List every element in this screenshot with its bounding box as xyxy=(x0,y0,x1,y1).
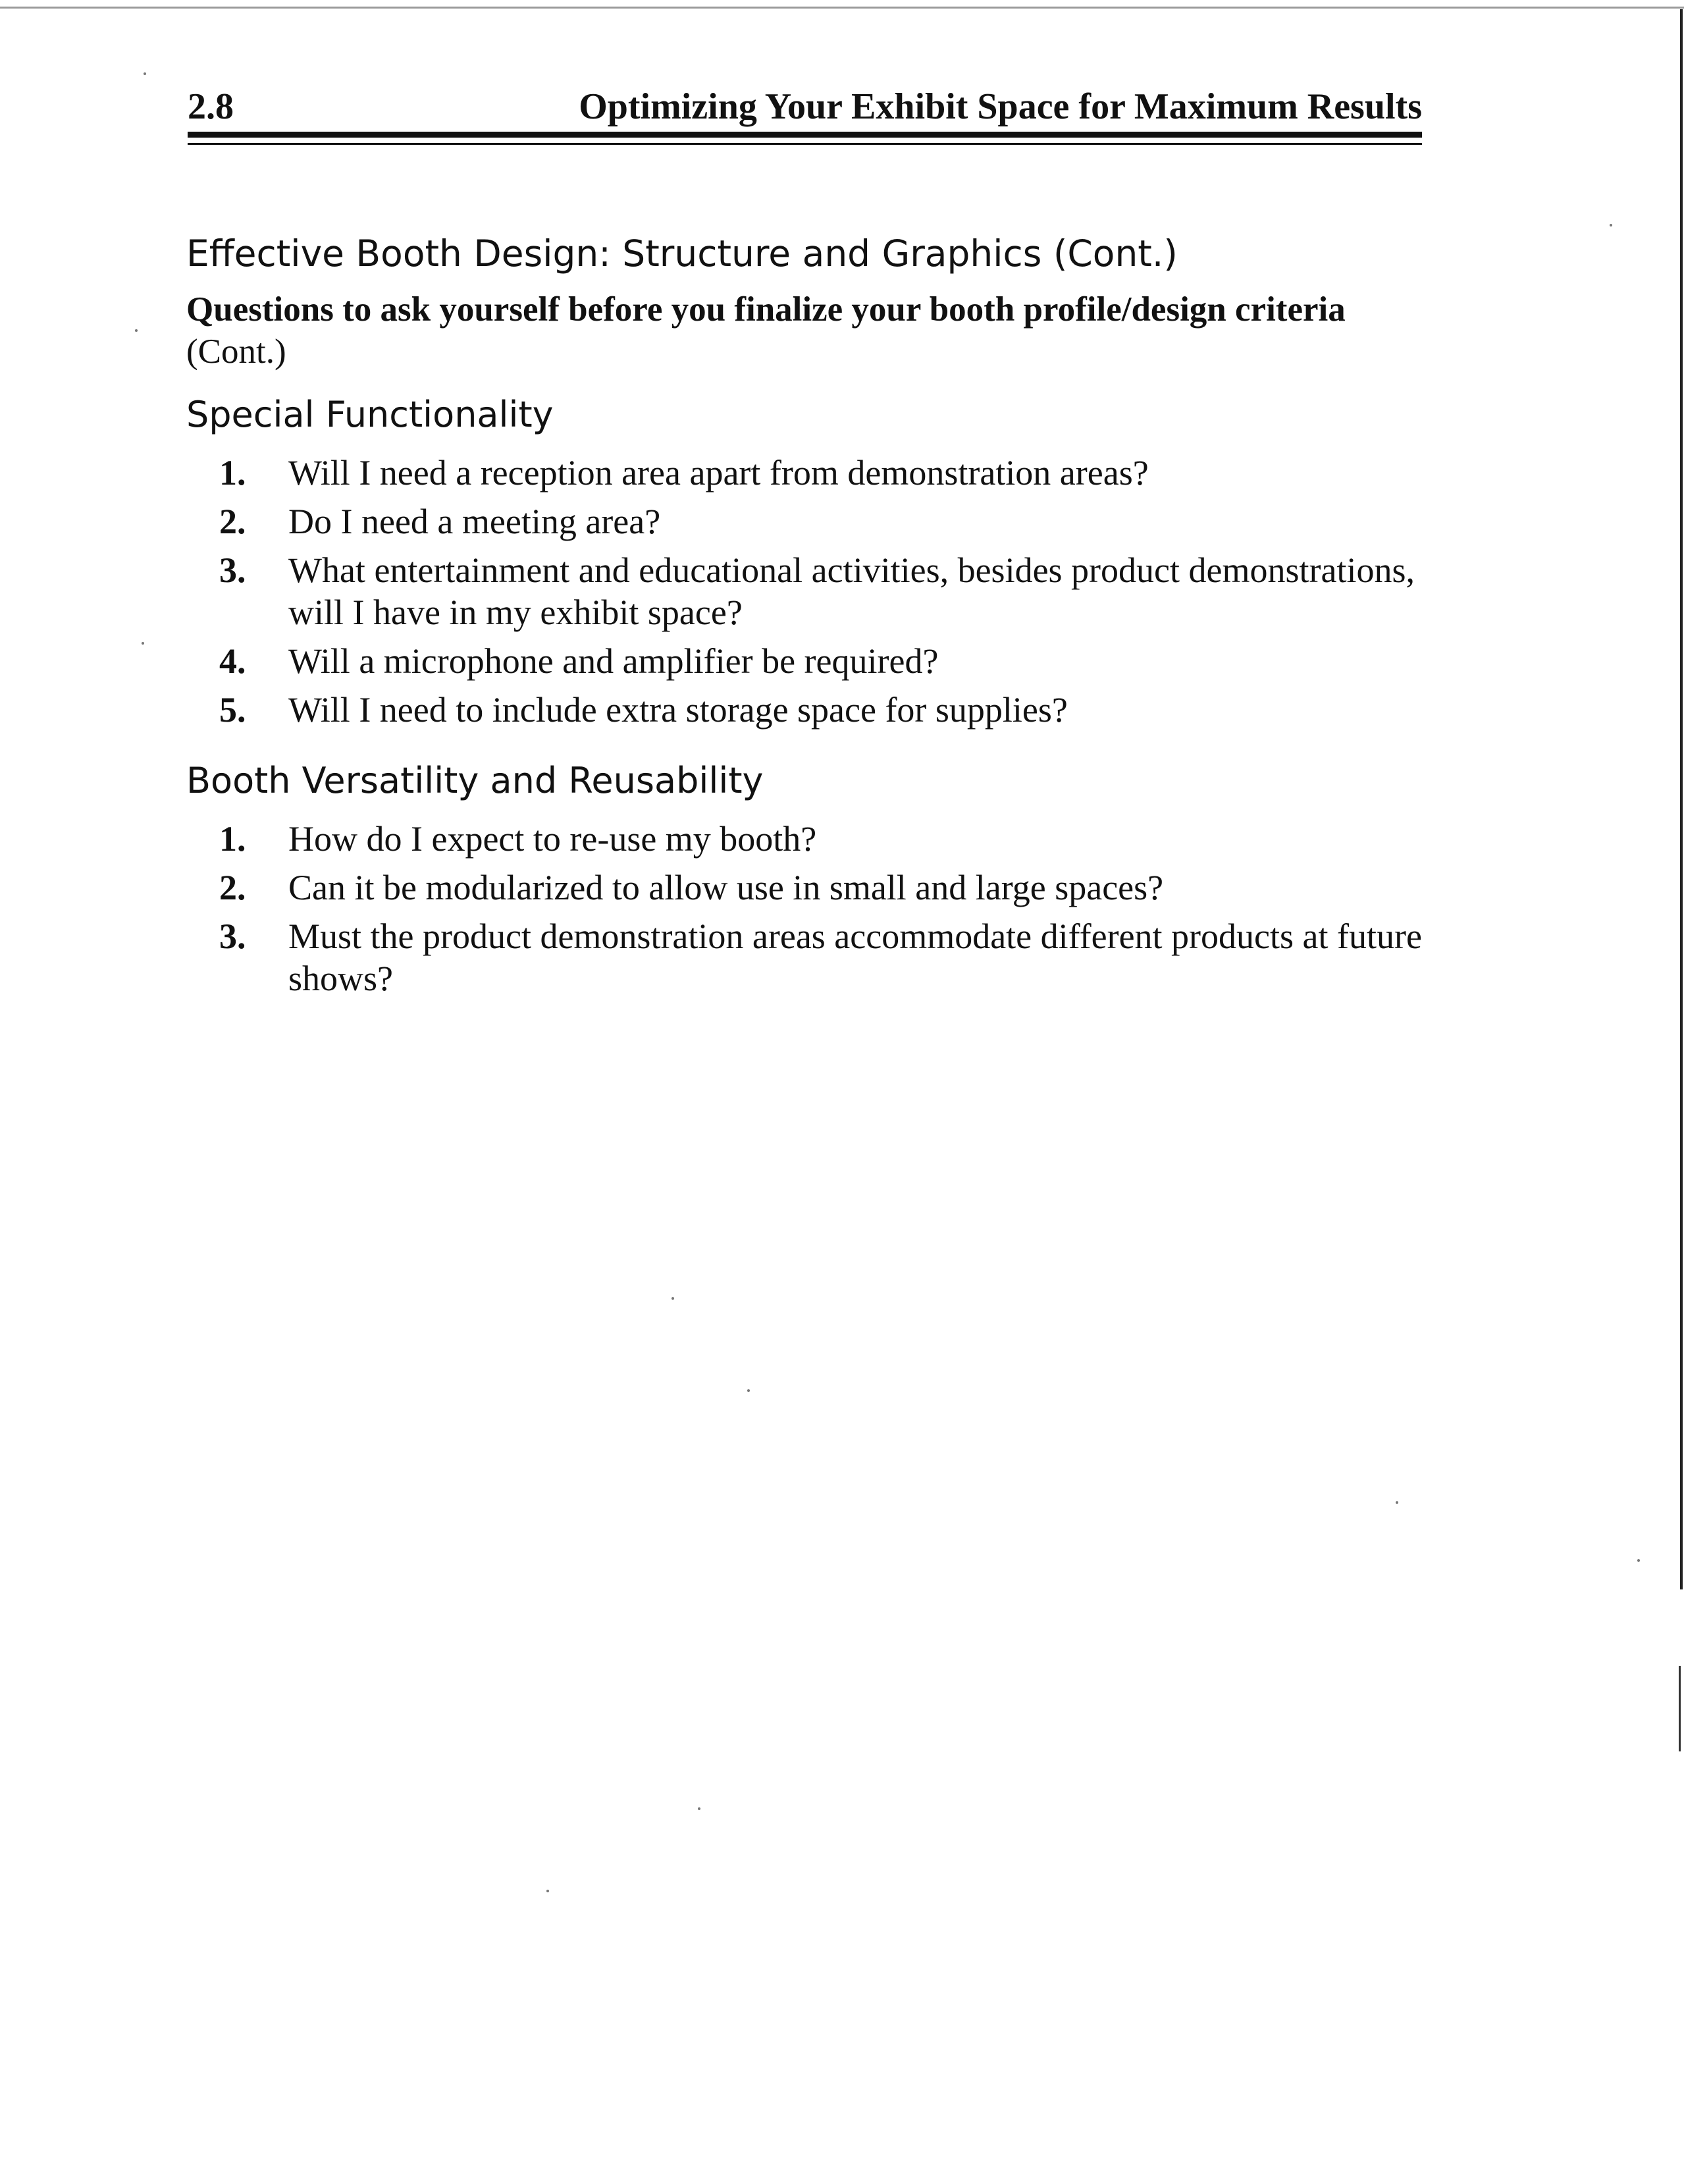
scan-right-edge-lower xyxy=(1679,1666,1681,1751)
item-text: Can it be modularized to allow use in small and large spaces? xyxy=(288,868,1164,907)
scan-speck xyxy=(546,1890,549,1892)
list-item xyxy=(186,866,1424,909)
scan-speck xyxy=(698,1807,700,1810)
page-header xyxy=(188,86,1422,132)
intro-bold: Questions to ask yourself before you finalize your booth profile/design criteria xyxy=(186,290,1346,329)
scan-speck xyxy=(671,1297,674,1300)
intro-text xyxy=(186,288,1424,373)
list-item xyxy=(186,818,1424,860)
header-rule-thin xyxy=(188,143,1422,145)
list-item xyxy=(186,500,1424,543)
item-text: Will a microphone and amplifier be required? xyxy=(288,641,939,681)
running-title: Optimizing Your Exhibit Space for Maximum Results xyxy=(579,86,1422,127)
scan-speck xyxy=(1637,1559,1640,1562)
section-title: Effective Booth Design: Structure and Graphics (Cont.) xyxy=(186,232,1178,275)
scan-edge-line xyxy=(0,7,1684,9)
header-rule-thick xyxy=(188,132,1422,138)
page-number: 2.8 xyxy=(188,86,234,127)
special-functionality-list xyxy=(186,452,1424,731)
scan-speck xyxy=(135,329,138,332)
scan-speck xyxy=(1610,224,1612,226)
scan-right-edge xyxy=(1680,9,1683,1589)
item-number: 1. xyxy=(219,819,246,859)
subhead-special-functionality: Special Functionality xyxy=(186,394,554,435)
item-number: 1. xyxy=(219,453,246,493)
item-text: Do I need a meeting area? xyxy=(288,502,661,541)
list-item xyxy=(186,640,1424,682)
item-text: Will I need a reception area apart from demonstration areas? xyxy=(288,453,1149,493)
list-item xyxy=(186,549,1424,633)
scan-speck xyxy=(1396,1501,1398,1504)
scan-speck xyxy=(747,1389,750,1392)
item-number: 3. xyxy=(219,917,246,956)
list-item xyxy=(186,452,1424,494)
item-text: What entertainment and educational activities, besides product demonstrations, will I have in my exhibit space? xyxy=(288,550,1415,632)
item-text: Must the product demonstration areas accommodate different products at future shows? xyxy=(288,917,1422,998)
intro-cont: (Cont.) xyxy=(186,333,286,371)
scan-speck xyxy=(144,72,146,75)
item-text: How do I expect to re-use my booth? xyxy=(288,819,817,859)
item-number: 2. xyxy=(219,502,246,541)
item-number: 3. xyxy=(219,550,246,590)
list-item xyxy=(186,689,1424,731)
item-text: Will I need to include extra storage space for supplies? xyxy=(288,690,1068,730)
page-content xyxy=(186,230,1424,1026)
item-number: 5. xyxy=(219,690,246,730)
item-number: 2. xyxy=(219,868,246,907)
list-item xyxy=(186,915,1424,999)
subhead-booth-versatility: Booth Versatility and Reusability xyxy=(186,760,764,801)
item-number: 4. xyxy=(219,641,246,681)
scan-speck xyxy=(142,642,144,645)
booth-versatility-list xyxy=(186,818,1424,999)
